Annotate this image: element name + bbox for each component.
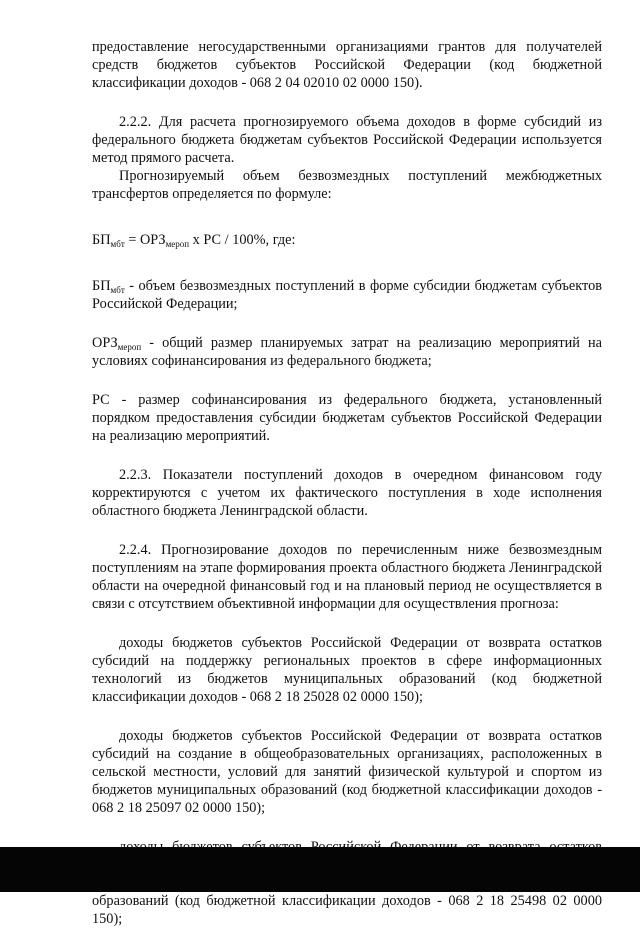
- formula-lhs: БП: [92, 232, 111, 248]
- definition-bp: [92, 277, 602, 313]
- formula: [92, 231, 602, 249]
- definition-rs: РС - размер софинансирования из федерального бюджета, установленный порядком предоставления субсидии бюджетам субъектов Российской Федерации на реализацию мероприятий.: [92, 392, 602, 444]
- paragraph-forecast: Прогнозируемый объем безвозмездных поступлений межбюджетных трансфертов определяется по формуле:: [92, 168, 602, 202]
- list-item-1: доходы бюджетов субъектов Российской Федерации от возврата остатков субсидий на поддержку региональных проектов в сфере информационных технологий из бюджетов муниципальных образований (код бюджетной классификации доходов - 068 2 18 25028 02 0000 150);: [92, 635, 602, 705]
- formula-ors-subscript: мероп: [165, 239, 190, 249]
- definition-bp-subscript: мбт: [110, 285, 125, 295]
- formula-rest: х РС / 100%, где:: [189, 232, 296, 248]
- definition-bp-symbol: БП: [92, 278, 111, 294]
- definition-orz-symbol: ОРЗ: [92, 335, 118, 351]
- list-item-3: образований (код бюджетной классификации доходов - 068 2 18 25498 02 0000 150);: [92, 893, 602, 927]
- paragraph-2-2-2: 2.2.2. Для расчета прогнозируемого объема доходов в форме субсидий из федерального бюджета бюджетам субъектов Российской Федерации используется метод прямого расчета.: [92, 114, 602, 166]
- document-page: [92, 38, 602, 928]
- paragraph-2-2-4: 2.2.4. Прогнозирование доходов по перечисленным ниже безвозмездным поступлениям на этапе формирования проекта областного бюджета Ленинградской области на очередной финансовый год и на плановый период не осуществляется в связи с отсутствием объективной информации для осуществления прогноза:: [92, 542, 602, 612]
- scan-bottom-border: [0, 847, 640, 892]
- paragraph-2-2-3: 2.2.3. Показатели поступлений доходов в очередном финансовом году корректируются с учетом их фактического поступления в ходе исполнения областного бюджета Ленинградской области.: [92, 467, 602, 519]
- definition-orz-text: - общий размер планируемых затрат на реализацию мероприятий на условиях софинансирования из федерального бюджета;: [92, 335, 602, 369]
- definition-bp-text: - объем безвозмездных поступлений в форме субсидии бюджетам субъектов Российской Федерации;: [92, 278, 602, 312]
- definition-orz: [92, 334, 602, 370]
- definition-orz-subscript: мероп: [117, 342, 142, 352]
- formula-lhs-subscript: мбт: [110, 239, 125, 249]
- paragraph-intro: предоставление негосударственными организациями грантов для получателей средств бюджетов субъектов Российской Федерации (код бюджетной классификации доходов - 068 2 04 02010 02 0000 150).: [92, 39, 602, 91]
- list-item-2: доходы бюджетов субъектов Российской Федерации от возврата остатков субсидий на создание в общеобразовательных организациях, расположенных в сельской местности, условий для занятий физической культурой и спортом из бюджетов муниципальных образований (код бюджетной классификации доходов - 068 2 18 25097 02 0000 150);: [92, 728, 602, 816]
- formula-eq: = ОРЗ: [124, 232, 166, 248]
